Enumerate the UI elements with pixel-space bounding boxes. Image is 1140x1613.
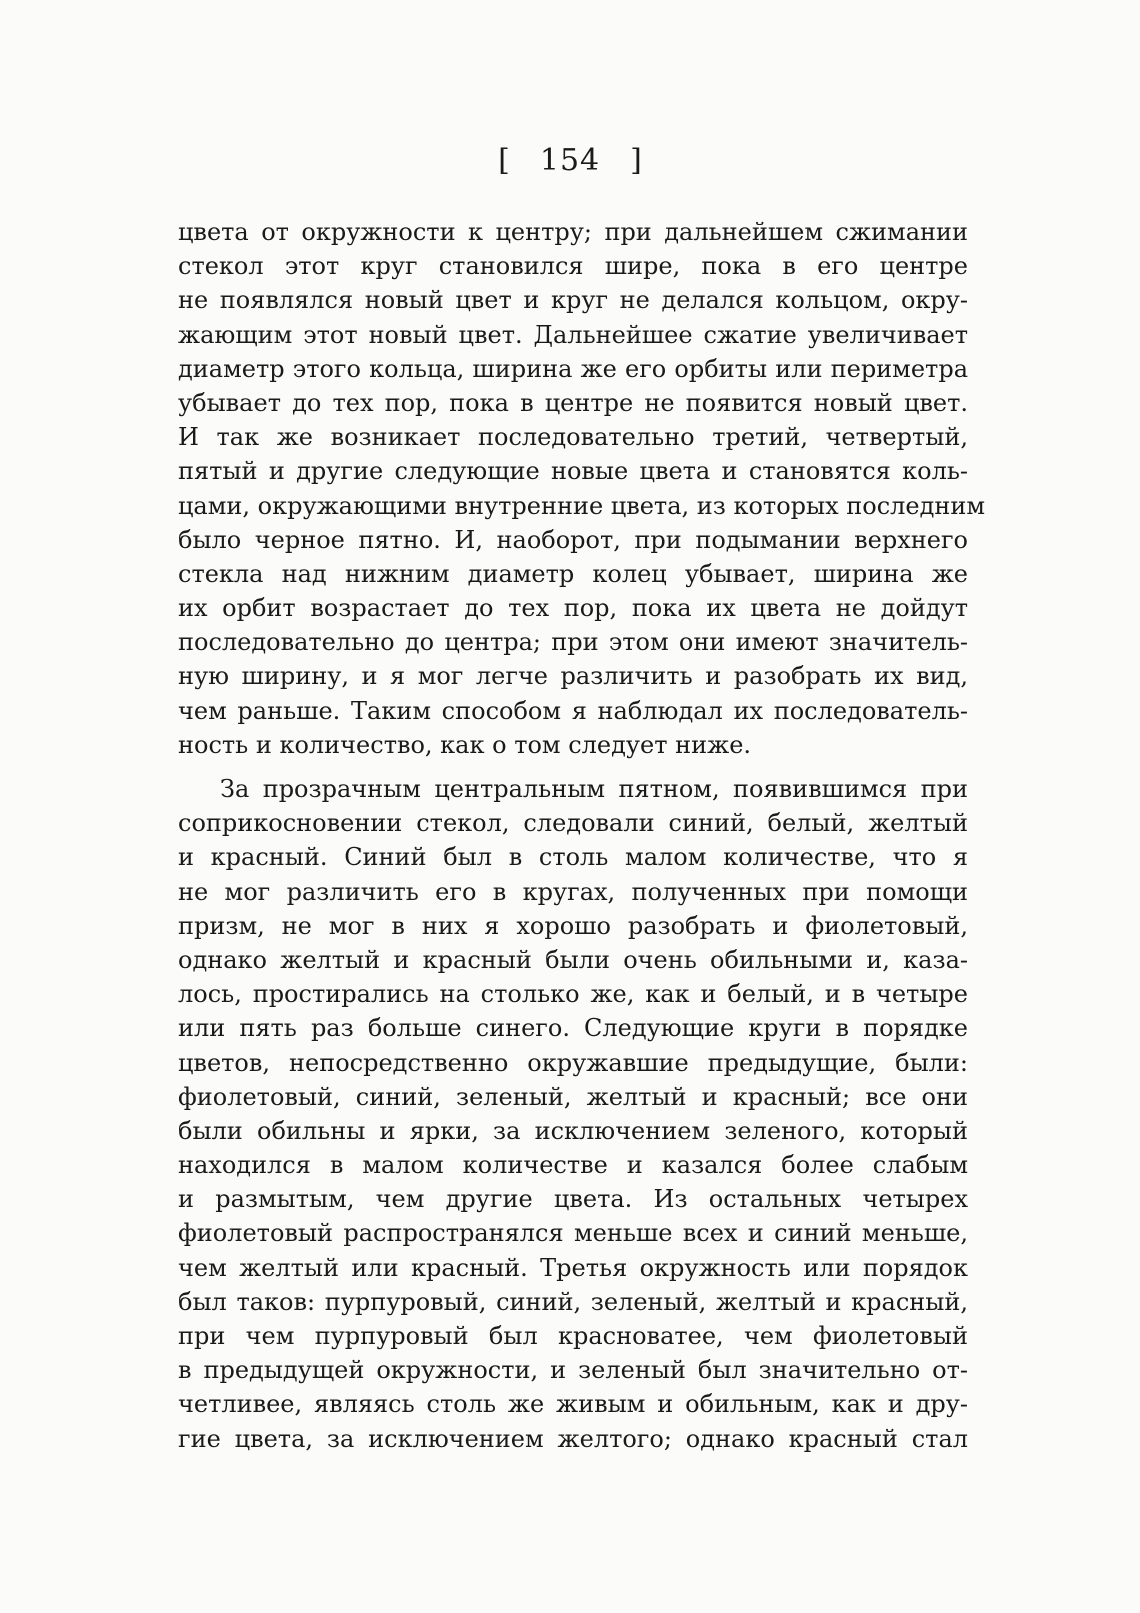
text-line: были обильны и ярки, за исключением зеленого, который	[178, 1116, 968, 1145]
text-line: цветов, непосредственно окружавшие предыдущие, были:	[178, 1048, 968, 1077]
text-line: в предыдущей окружности, и зеленый был значительно от-	[178, 1356, 968, 1385]
text-line: находился в малом количестве и казался более слабым	[178, 1151, 968, 1180]
text-line: жающим этот новый цвет. Дальнейшее сжатие увеличивает	[178, 320, 968, 349]
text-line: не мог различить его в кругах, полученных при помощи	[178, 877, 968, 906]
text-line: их орбит возрастает до тех пор, пока их цвета не дойдут	[178, 594, 968, 623]
left-bracket: [	[498, 143, 510, 178]
text-line: цами, окружающими внутренние цвета, из которых последним	[178, 491, 986, 520]
text-line: или пять раз больше синего. Следующие круги в порядке	[178, 1014, 968, 1043]
text-line: гие цвета, за исключением желтого; однако красный стал	[178, 1424, 968, 1453]
text-line: И так же возникает последовательно третий, четвертый,	[178, 423, 968, 452]
text-line: и красный. Синий был в столь малом количестве, что я	[178, 843, 968, 872]
text-line: стекол этот круг становился шире, пока в его центре	[178, 252, 968, 281]
text-line: чем раньше. Таким способом я наблюдал их последователь-	[178, 696, 968, 725]
text-line: последовательно до центра; при этом они имеют значитель-	[178, 628, 968, 657]
text-line: при чем пурпуровый был красноватее, чем фиолетовый	[178, 1322, 968, 1350]
text-line: стекла над нижним диаметр колец убывает, ширина же	[178, 559, 968, 588]
text-line: соприкосновении стекол, следовали синий, белый, желтый	[178, 809, 968, 838]
text-line: убывает до тех пор, пока в центре не появится новый цвет.	[178, 388, 968, 417]
text-line: ность и количество, как о том следует ниже.	[178, 730, 752, 759]
text-line: лось, простирались на столько же, как и белый, и в четыре	[178, 980, 968, 1009]
right-bracket: ]	[630, 143, 642, 178]
text-line: ную ширину, и я мог легче различить и разобрать их вид,	[178, 662, 968, 691]
text-line: чем желтый или красный. Третья окружность или порядок	[178, 1253, 968, 1282]
text-line: За прозрачным центральным пятном, появившимся при	[220, 775, 968, 803]
text-line: фиолетовый, синий, зеленый, желтый и красный; все они	[178, 1082, 968, 1111]
text-line: фиолетовый распространялся меньше всех и синий меньше,	[178, 1219, 968, 1248]
text-line: не появлялся новый цвет и круг не делался кольцом, окру-	[178, 286, 968, 315]
page-number-header	[0, 143, 1140, 178]
text-line: призм, не мог в них я хорошо разобрать и фиолетовый,	[178, 911, 968, 940]
page-number: 154	[539, 143, 601, 178]
paragraph	[178, 215, 986, 762]
text-line: был таков: пурпуровый, синий, зеленый, желтый и красный,	[178, 1287, 968, 1316]
paragraph	[178, 772, 968, 1456]
text-line: диаметр этого кольца, ширина же его орбиты или периметра	[178, 354, 968, 383]
text-line: четливее, являясь столь же живым и обильным, как и дру-	[178, 1390, 968, 1419]
text-line: пятый и другие следующие новые цвета и становятся коль-	[178, 457, 968, 486]
text-line: было черное пятно. И, наоборот, при подымании верхнего	[178, 525, 968, 554]
text-line: цвета от окружности к центру; при дальнейшем сжимании	[178, 218, 968, 246]
text-line: и размытым, чем другие цвета. Из остальных четырех	[178, 1185, 968, 1214]
body-text	[178, 215, 986, 1456]
text-line: однако желтый и красный были очень обильными и, каза-	[178, 945, 968, 974]
